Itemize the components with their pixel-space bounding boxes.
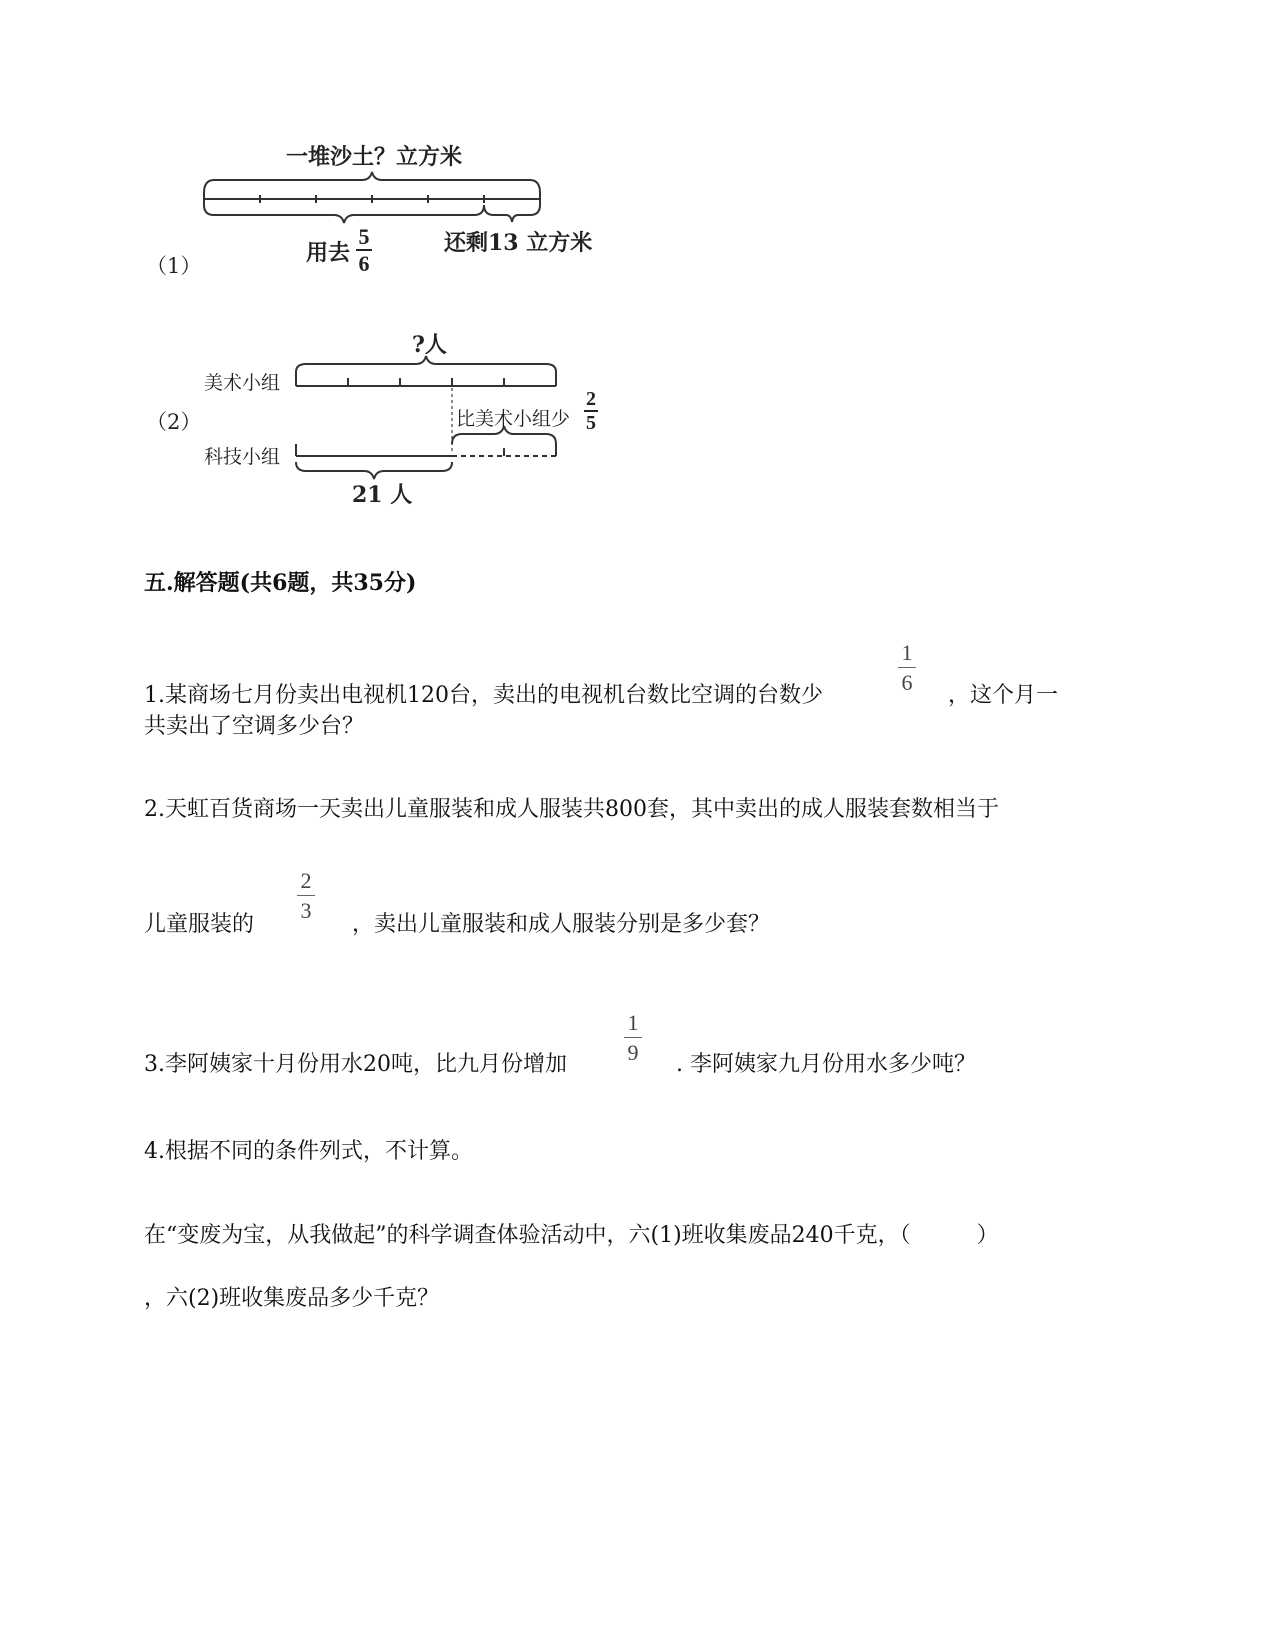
question-1-text-c: 共卖出了空调多少台？ (144, 714, 365, 739)
fraction-numerator: 1 (627, 1010, 639, 1035)
fraction-numerator: 2 (586, 388, 596, 410)
fraction-denominator: 5 (586, 412, 596, 434)
question-2-text-c: ，卖出儿童服装和成人服装分别是多少套？ (352, 912, 771, 937)
question-3-text-b: . 李阿姨家九月份用水多少吨？ (676, 1052, 976, 1077)
question-2-text-b: 儿童服装的 (144, 912, 255, 937)
question-1-text-b: ，这个月一 (948, 683, 1059, 708)
diagram-2-bottom-label: 21 人 (352, 482, 413, 508)
fraction-denominator: 6 (358, 251, 370, 276)
question-4-text-b: 在“变废为宝，从我做起”的科学调查体验活动中，六(1)班收集废品240千克，（ ） (144, 1223, 999, 1248)
tech-bottom-brace (296, 462, 452, 479)
fraction-denominator: 6 (901, 670, 913, 695)
fraction-denominator: 3 (300, 898, 312, 923)
fraction-numerator: 2 (300, 868, 312, 893)
diagram-1-used-label: 用去 (306, 240, 351, 266)
question-3-text-a: 3.李阿姨家十月份用水20吨，比九月份增加 (144, 1052, 567, 1077)
diagram-2-top-label: ?人 (412, 332, 447, 358)
question-4-text-c: ，六(2)班收集废品多少千克？ (144, 1286, 440, 1311)
fraction-numerator: 5 (358, 224, 370, 249)
question-3-fraction (624, 1012, 642, 1064)
fraction-numerator: 1 (901, 640, 913, 665)
question-4-text-a: 4.根据不同的条件列式，不计算。 (144, 1139, 473, 1164)
diagram-1-remain-label: 还剩13 立方米 (444, 230, 593, 256)
fraction-denominator: 9 (627, 1040, 639, 1065)
section-heading: 五.解答题(共6题，共35分) (144, 570, 417, 596)
diagram-2-row1-label: 美术小组 (204, 372, 281, 394)
diagram-2-less-fraction (584, 390, 598, 433)
question-1-fraction (898, 642, 916, 694)
question-2-fraction (297, 870, 315, 922)
diagram-1-number: （1） (146, 254, 202, 278)
diagram-2-number: （2） (146, 410, 202, 434)
diagram-2-less-label: 比美术小组少 (456, 408, 571, 430)
diagram-1-top-label: 一堆沙土？立方米 (286, 144, 463, 170)
diagram-2-row2-label: 科技小组 (204, 446, 281, 468)
question-2-text-a: 2.天虹百货商场一天卖出儿童服装和成人服装共800套，其中卖出的成人服装套数相当于 (144, 797, 999, 822)
question-1-text-a: 1.某商场七月份卖出电视机120台，卖出的电视机台数比空调的台数少 (144, 683, 823, 708)
